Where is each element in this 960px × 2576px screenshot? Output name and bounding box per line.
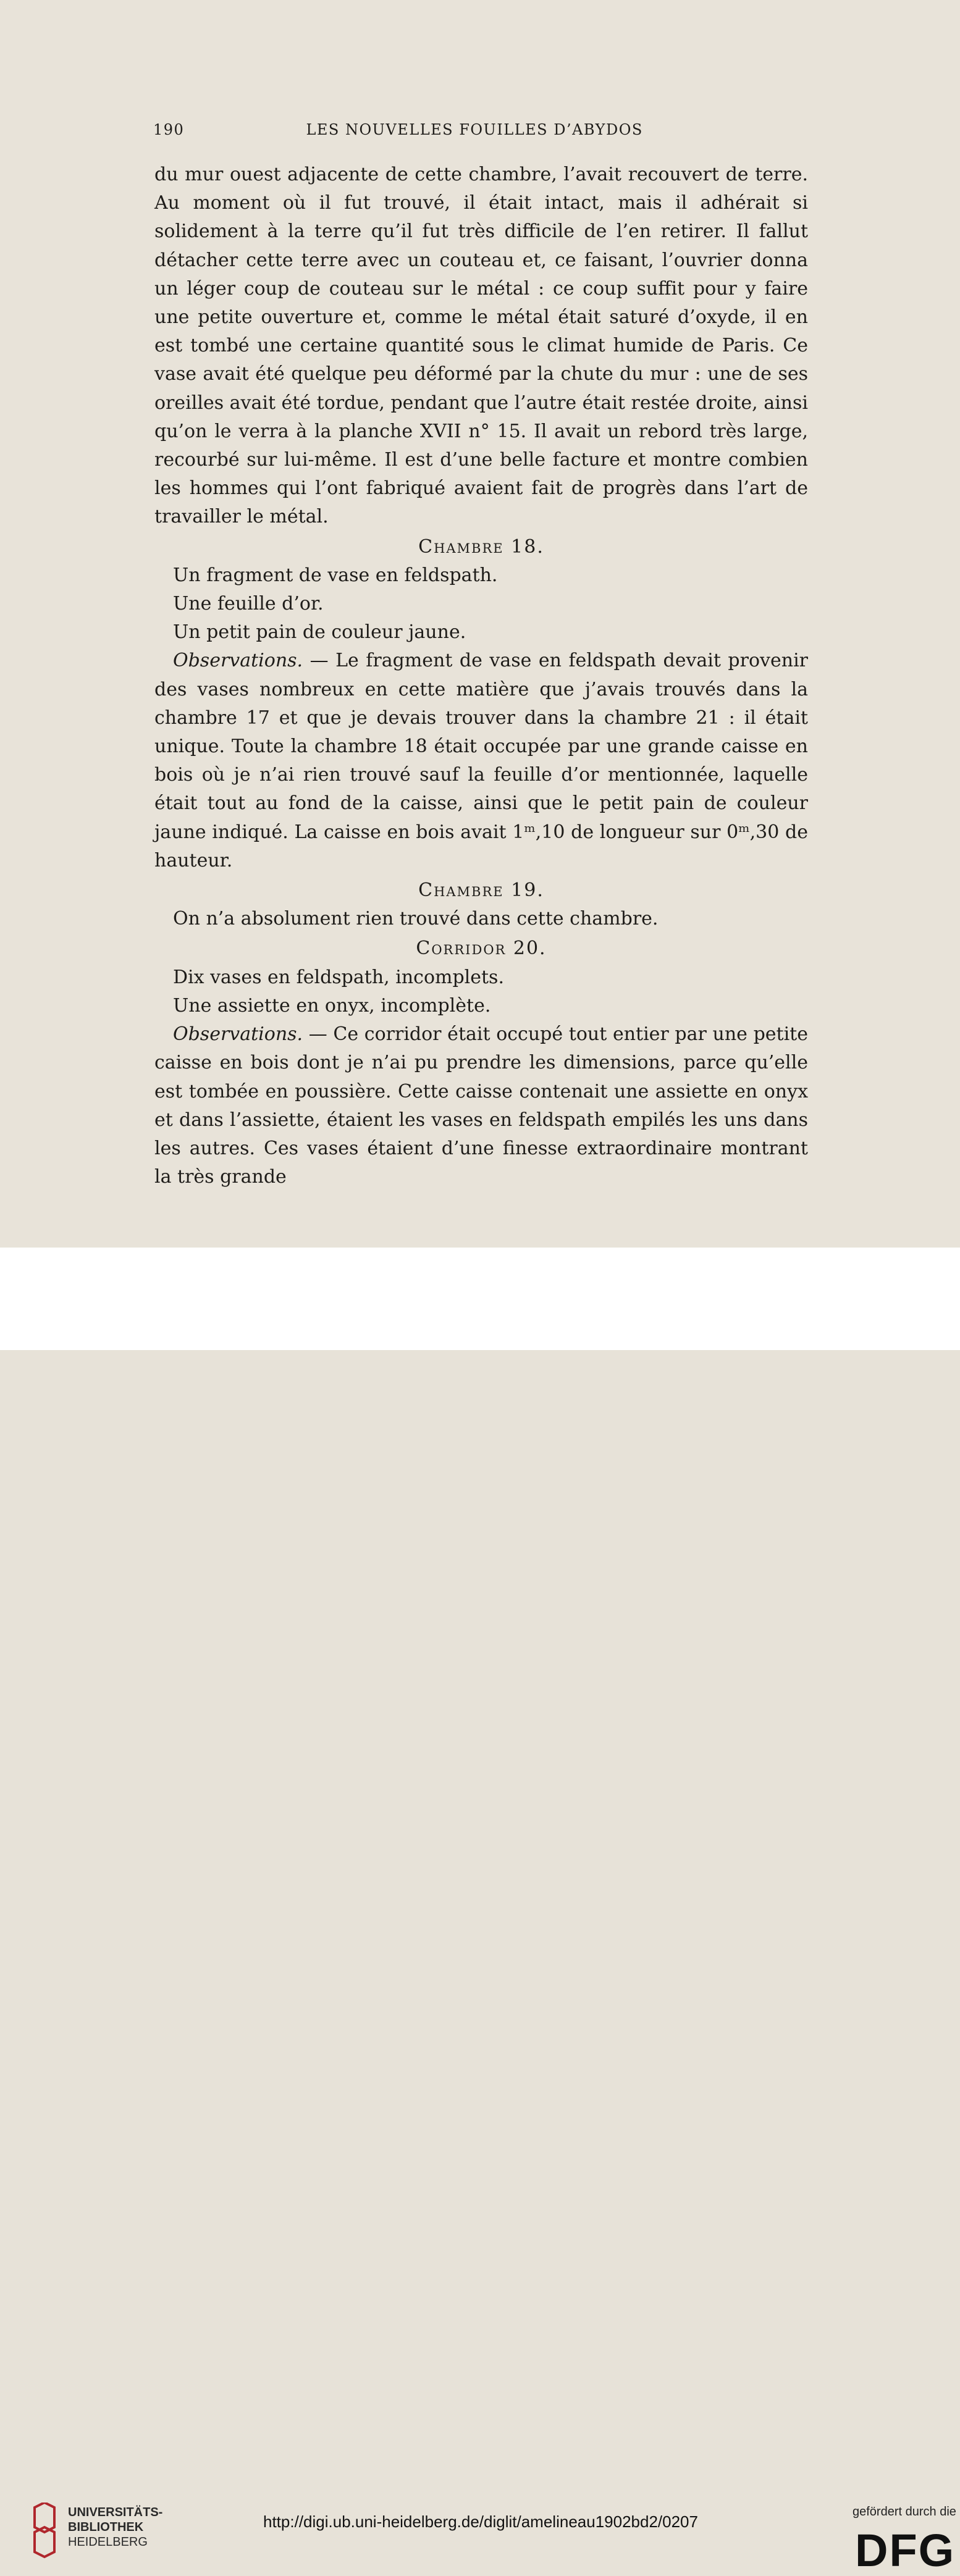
observations-label: Observations. bbox=[173, 650, 303, 672]
observations-text: — Le fragment de vase en feldspath devait provenir des vases nombreux en cette matière que j’avais trouvés dans la chambre 17 et que je devais trouver dans la chambre 21 : il était unique. Toute la chambre 18 était occupée par une grande caisse en bois où je n’ai rien trouvé sauf la feuille d’or mentionnée, laquelle était tout au fond de la caisse, ainsi que le petit pain de couleur jaune indiqué. La caisse en bois avait 1ᵐ,10 de longueur sur 0ᵐ,30 de hauteur. bbox=[154, 650, 808, 871]
list-item: On n’a absolument rien trouvé dans cette chambre. bbox=[173, 908, 659, 930]
university-library-logo-icon bbox=[31, 2503, 58, 2559]
digitization-footer bbox=[0, 1248, 960, 2576]
observations-text: — Ce corridor était occupé tout entier par une petite caisse en bois dont je n’ai pu prendre les dimensions, parce qu’elle est tombée en poussière. Cette caisse contenait une assiette en onyx et dans l’assiette, étaient les vases en feldspath empilés les uns dans les autres. Ces vases étaient d’une finesse extraordinaire montrant la très grande bbox=[154, 1023, 808, 1188]
section-heading-chambre-18: Chambre 18. bbox=[418, 535, 544, 558]
page-number: 190 bbox=[153, 121, 185, 138]
section-heading-corridor-20: Corridor 20. bbox=[416, 938, 547, 960]
list-item: Un fragment de vase en feldspath. bbox=[173, 564, 498, 586]
library-name: UNIVERSITÄTS- BIBLIOTHEK HEIDELBERG bbox=[68, 2506, 163, 2549]
funded-by-label: gefördert durch die bbox=[853, 2505, 956, 2519]
observations-paragraph-18 bbox=[154, 647, 808, 875]
page-header bbox=[153, 121, 808, 138]
dfg-logo: DFG bbox=[855, 2525, 956, 2576]
observations-paragraph-20 bbox=[154, 1020, 808, 1191]
observations-label: Observations. bbox=[173, 1023, 303, 1046]
list-item: Un petit pain de couleur jaune. bbox=[173, 621, 466, 644]
list-item: Dix vases en feldspath, incomplets. bbox=[173, 966, 504, 988]
list-item: Une feuille d’or. bbox=[173, 593, 324, 615]
paragraph-continued: du mur ouest adjacente de cette chambre, l’avait recouvert de terre. Au moment où il fut trouvé, il était intact, mais il adhérait si solidement à la terre qu’il fut très difficile de l’en retirer. Il fallut détacher cette terre avec un couteau et, ce faisant, l’ouvrier donna un léger coup de couteau sur le métal : ce coup suffit pour y faire une petite ouverture et, comme le métal était saturé d’oxyde, il en est tombé une certaine quantité sous le climat humide de Paris. Ce vase avait été quelque peu déformé par la chute du mur : une de ses oreilles avait été tordue, pendant que l’autre était restée droite, ainsi qu’on le verra à la planche XVII n° 15. Il avait un rebord très large, recourbé sur lui-même. Il est d’une belle facture et montre combien les hommes qui l’ont fabriqué avaient fait de progrès dans l’art de travailler le métal. bbox=[154, 164, 808, 528]
running-title: LES NOUVELLES FOUILLES D’ABYDOS bbox=[306, 121, 643, 138]
book-page bbox=[0, 0, 960, 1248]
section-heading-chambre-19: Chambre 19. bbox=[418, 879, 544, 902]
body-text bbox=[154, 161, 808, 1191]
list-item: Une assiette en onyx, incomplète. bbox=[173, 994, 491, 1017]
permalink-url[interactable]: http://digi.ub.uni-heidelberg.de/diglit/amelineau1902bd2/0207 bbox=[263, 2512, 698, 2531]
